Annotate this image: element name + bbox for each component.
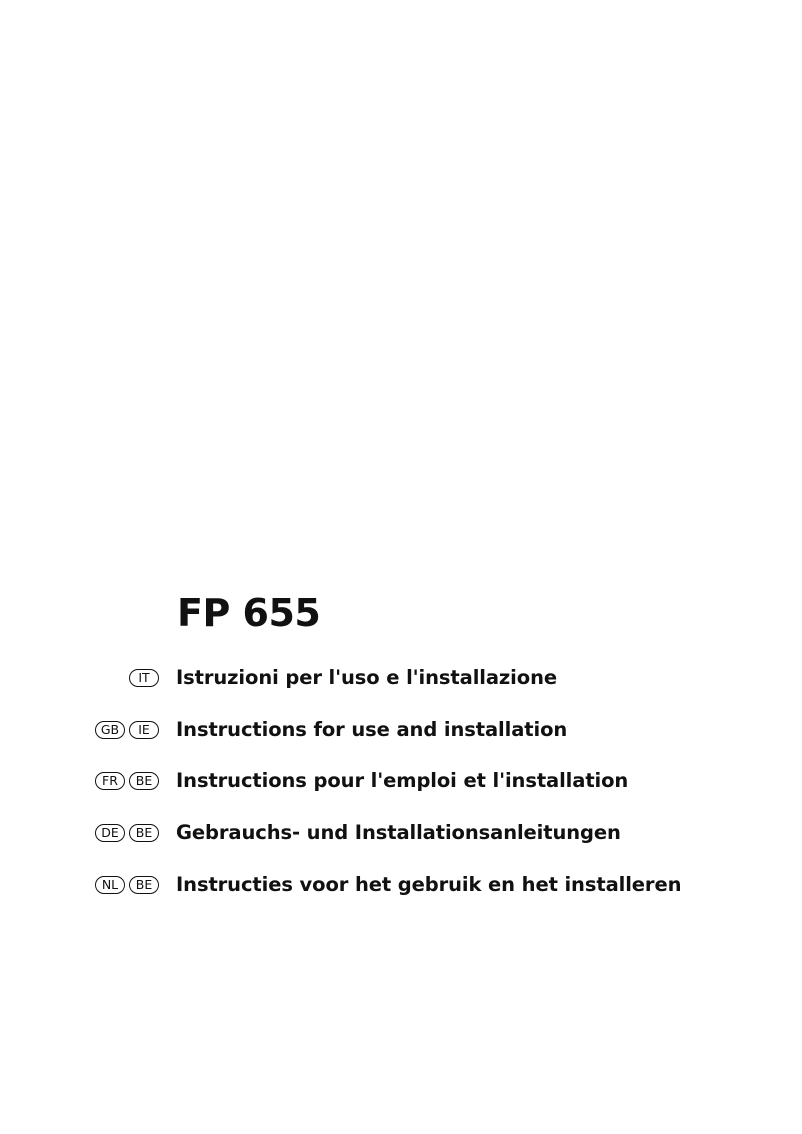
- country-badges: [95, 721, 159, 739]
- language-title-fr: Instructions pour l'emploi et l'installation: [176, 769, 629, 792]
- country-badge-it: IT: [129, 669, 159, 687]
- country-badge-nl: NL: [95, 876, 125, 894]
- country-badge-ie: IE: [129, 721, 159, 739]
- model-title: FP 655: [177, 591, 321, 635]
- language-title-de: Gebrauchs- und Installationsanleitungen: [176, 821, 621, 844]
- country-badges: [95, 772, 159, 790]
- country-badge-gb: GB: [95, 721, 125, 739]
- country-badge-be: BE: [129, 824, 159, 842]
- country-badges: [129, 669, 159, 687]
- country-badge-be: BE: [129, 876, 159, 894]
- country-badges: [95, 824, 159, 842]
- language-title-nl: Instructies voor het gebruik en het installeren: [176, 873, 682, 896]
- language-row-it: [0, 665, 802, 695]
- country-badge-de: DE: [95, 824, 125, 842]
- language-row-gb: [0, 717, 802, 747]
- language-row-nl: [0, 872, 802, 902]
- language-title-gb: Instructions for use and installation: [176, 718, 568, 741]
- country-badge-fr: FR: [95, 772, 125, 790]
- language-row-de: [0, 820, 802, 850]
- language-row-fr: [0, 768, 802, 798]
- country-badges: [95, 876, 159, 894]
- country-badge-be: BE: [129, 772, 159, 790]
- language-title-it: Istruzioni per l'uso e l'installazione: [176, 666, 557, 689]
